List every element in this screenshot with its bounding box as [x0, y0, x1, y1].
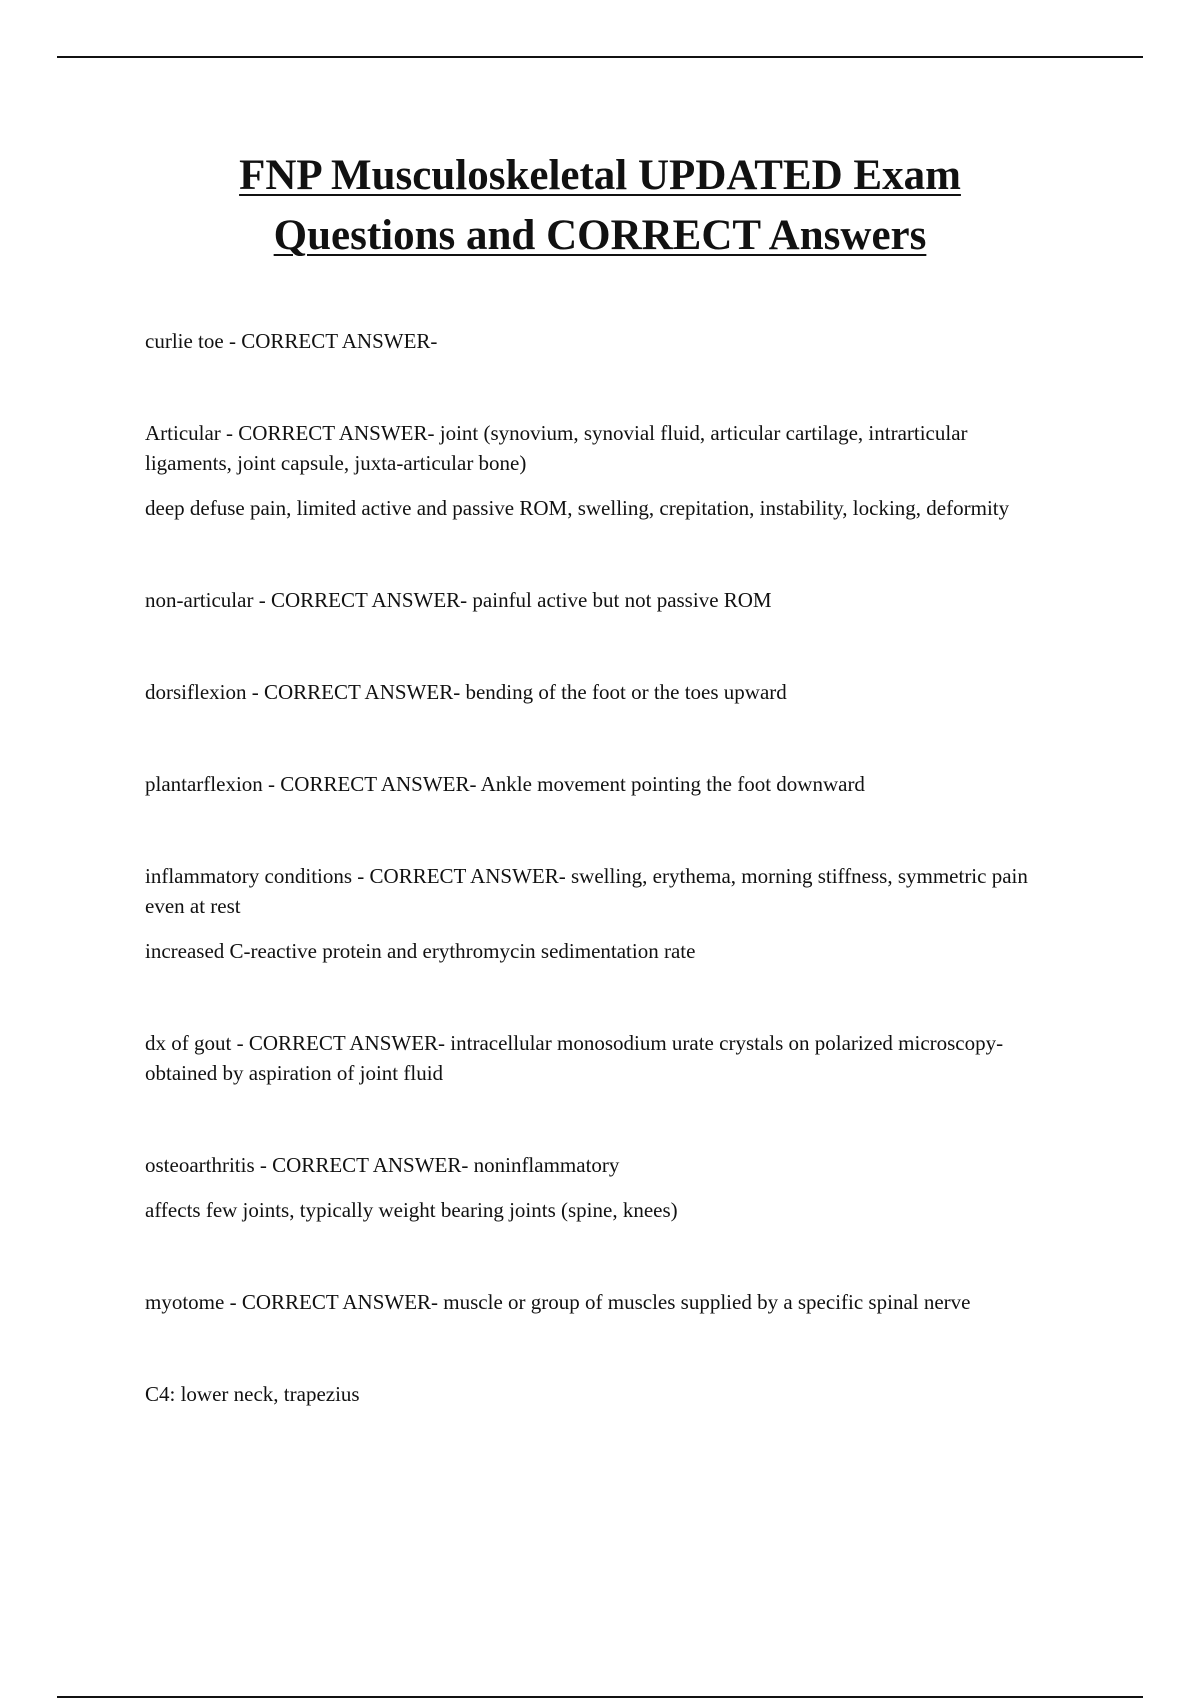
entry-text: non-articular - CORRECT ANSWER- painful active but not passive ROM [145, 588, 772, 612]
qa-entry-plantarflexion [145, 769, 1055, 799]
entry-text: myotome - CORRECT ANSWER- muscle or group of muscles supplied by a specific spinal nerve [145, 1290, 971, 1314]
qa-entry-dorsiflexion [145, 677, 1055, 707]
title-line-2: Questions and CORRECT Answers [273, 212, 927, 259]
entry-text: Articular - CORRECT ANSWER- joint (synovium, synovial fluid, articular cartilage, intrarticular ligaments, joint capsule, juxta-articular bone) [145, 421, 968, 475]
entry-text: dorsiflexion - CORRECT ANSWER- bending of the foot or the toes upward [145, 680, 787, 704]
qa-entry-osteoarthritis [145, 1150, 1055, 1225]
page-title [100, 146, 1100, 266]
entry-text-continued: increased C-reactive protein and erythromycin sedimentation rate [145, 939, 696, 963]
qa-entry-c4 [145, 1379, 1055, 1409]
qa-entry-dx-of-gout [145, 1028, 1055, 1088]
entry-text: C4: lower neck, trapezius [145, 1382, 360, 1406]
entry-text: dx of gout - CORRECT ANSWER- intracellular monosodium urate crystals on polarized microscopy-obtained by aspiration of joint fluid [145, 1031, 1004, 1085]
entry-text: osteoarthritis - CORRECT ANSWER- noninflammatory [145, 1153, 620, 1177]
entry-text: curlie toe - CORRECT ANSWER- [145, 329, 438, 353]
top-rule [57, 56, 1143, 58]
qa-entry-articular [145, 418, 1055, 523]
qa-entry-inflammatory-conditions [145, 861, 1055, 966]
entry-text-continued: affects few joints, typically weight bearing joints (spine, knees) [145, 1198, 678, 1222]
bottom-rule [57, 1696, 1143, 1698]
qa-list [145, 326, 1055, 1471]
title-line-1: FNP Musculoskeletal UPDATED Exam [239, 152, 961, 199]
entry-text: inflammatory conditions - CORRECT ANSWER- swelling, erythema, morning stiffness, symmetric pain even at rest [145, 864, 1028, 918]
qa-entry-curlie-toe [145, 326, 1055, 356]
qa-entry-non-articular [145, 585, 1055, 615]
entry-text: plantarflexion - CORRECT ANSWER- Ankle movement pointing the foot downward [145, 772, 865, 796]
qa-entry-myotome [145, 1287, 1055, 1317]
entry-text-continued: deep defuse pain, limited active and passive ROM, swelling, crepitation, instability, locking, deformity [145, 496, 1010, 520]
